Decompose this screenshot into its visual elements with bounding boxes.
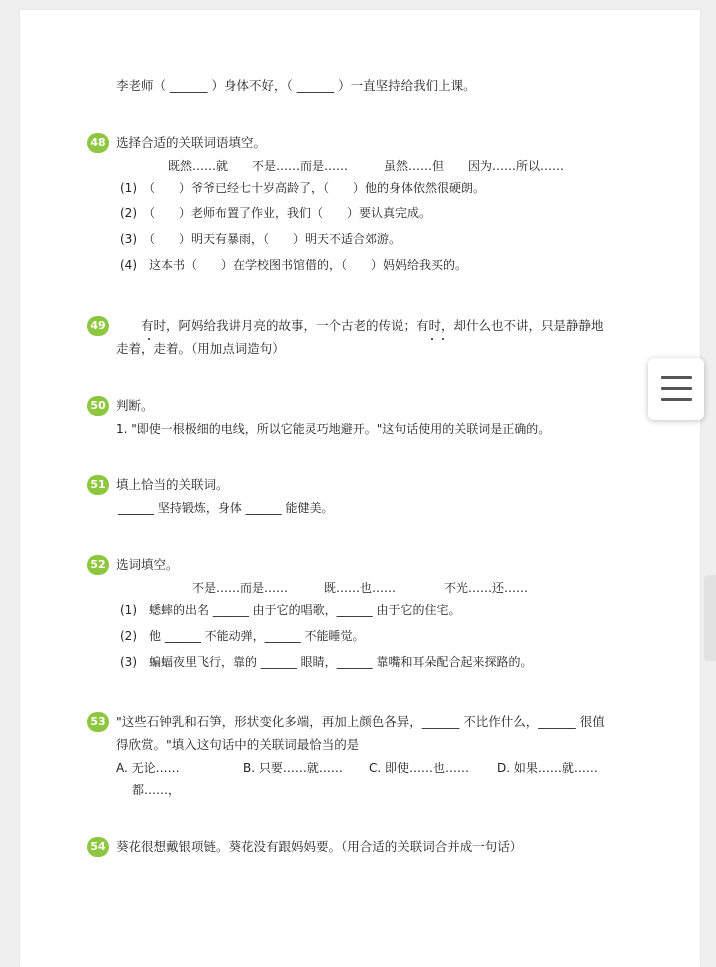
q51-item: ______ 坚持锻炼，身体 ______ 能健美。 [118,501,334,515]
question-number-badge: 52 [87,555,109,575]
emphasis-dot [442,338,444,340]
q50-item: 1. "即使一根极细的电线，所以它能灵巧地避开。"这句话使用的关联词是正确的。 [116,422,551,436]
q48-item-1: (1) （ ）爷爷已经七十岁高龄了，（ ）他的身体依然很硬朗。 [120,181,486,195]
q49-line-2: 走着，走着。（用加点词造句） [116,341,285,356]
q47-text: 李老师（ ______ ）身体不好，（ ______ ）一直坚持给我们上课。 [116,78,476,93]
q52-title: 选词填空。 [116,557,179,572]
q48-item-4: (4) 这本书（ ）在学校图书馆借的，（ ）妈妈给我买的。 [120,258,468,272]
q53-option-b: B. 只要……就…… [243,761,343,775]
q50-title: 判断。 [116,398,154,413]
q48-title: 选择合适的关联词语填空。 [116,135,267,150]
q52-item-3: (3) 蝙蝠夜里飞行，靠的 ______ 眼睛，______ 靠嘴和耳朵配合起来探路的。 [120,655,533,669]
question-number-badge: 49 [87,316,109,336]
question-number-badge: 48 [87,133,109,153]
q53-option-c: C. 即使……也…… [369,761,470,775]
q48-item-2: (2) （ ）老师布置了作业，我们（ ）要认真完成。 [120,206,432,220]
q53-line-2: 得欣赏。"填入这句话中的关联词最恰当的是 [116,737,360,752]
q52-choices: 不是……而是…… 既……也…… 不光……还…… [192,581,529,595]
q53-option-d: D. 如果……就…… [497,761,598,775]
q52-item-1: (1) 蟋蟀的出名 ______ 由于它的唱歌，______ 由于它的住宅。 [120,603,461,617]
q52-item-2: (2) 他 ______ 不能动弹，______ 不能睡觉。 [120,629,365,643]
q51-title: 填上恰当的关联词。 [116,477,229,492]
emphasis-dot [431,338,433,340]
question-number-badge: 51 [87,475,109,495]
question-number-badge: 53 [87,712,109,732]
q48-choices: 既然……就 不是……而是…… 虽然……但 因为……所以…… [168,159,565,173]
q53-line-1: "这些石钟乳和石笋，形状变化多端，再加上颜色各异，______ 不比作什么，______ 很值 [116,714,605,729]
question-number-badge: 54 [87,837,109,857]
menu-button[interactable] [648,358,704,420]
side-tab-handle[interactable] [704,575,716,661]
question-number-badge: 50 [87,396,109,416]
q53-option-a: A. 无论…… [116,761,180,775]
q48-item-3: (3) （ ）明天有暴雨，（ ）明天不适合郊游。 [120,232,402,246]
q53-option-continuation: 都……， [132,783,181,797]
q54-text: 葵花很想戴银项链。葵花没有跟妈妈要。（用合适的关联词合并成一句话） [116,839,523,854]
q49-line-1: 有时，阿妈给我讲月亮的故事，一个古老的传说；有时，却什么也不讲，只是静静地 [116,318,604,333]
